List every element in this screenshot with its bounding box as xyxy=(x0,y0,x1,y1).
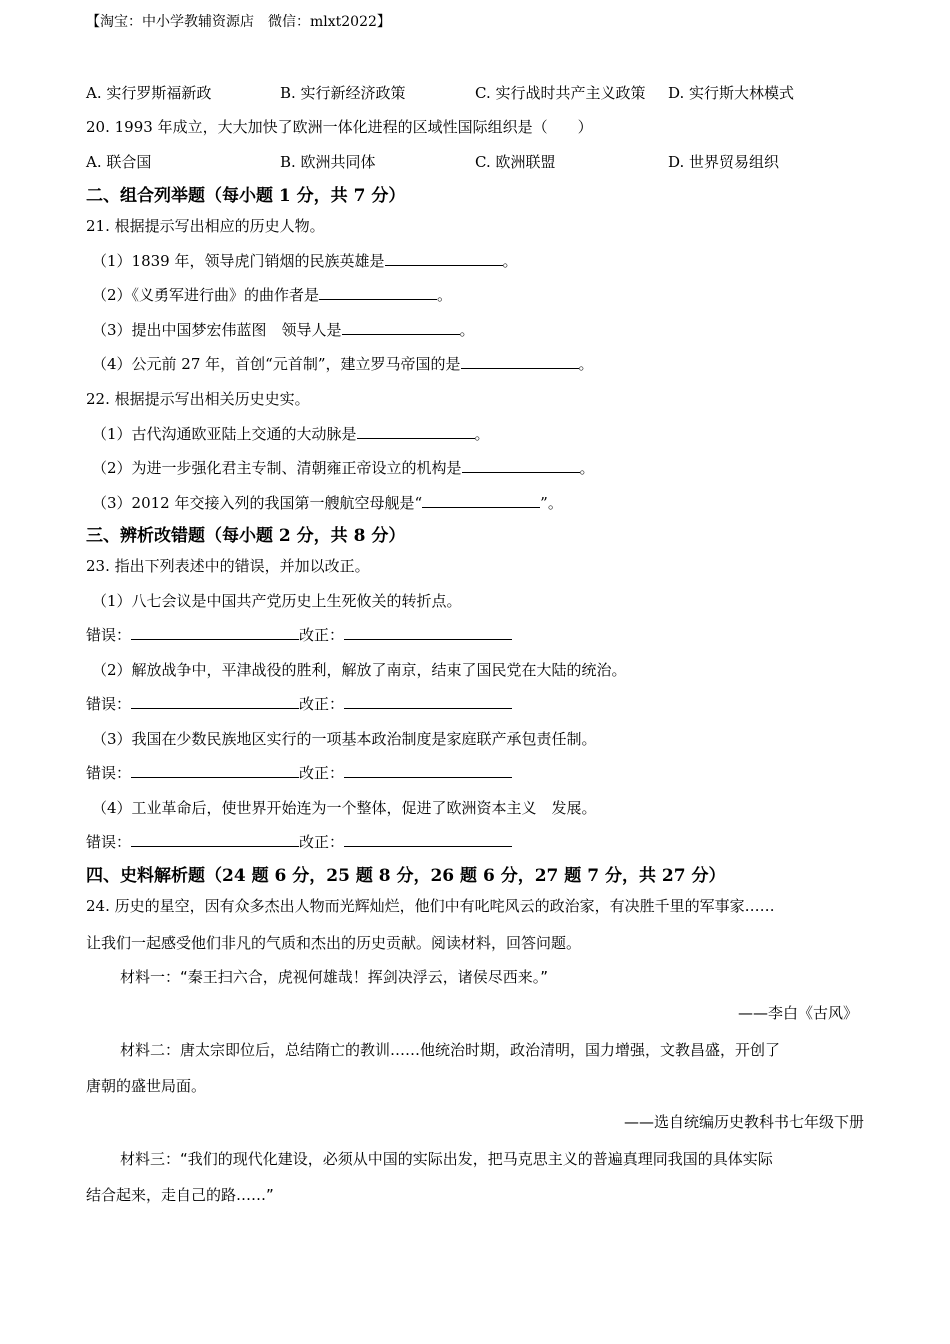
q23-item-1: （1）八七会议是中国共产党历史上生死攸关的转折点。 xyxy=(92,592,462,610)
q21-stem: 21. 根据提示写出相应的历史人物。 xyxy=(86,217,325,235)
answer-blank[interactable] xyxy=(357,424,475,439)
q19-option-c: C. 实行战时共产主义政策 xyxy=(475,84,646,102)
q22-item-1-text: （1）古代沟通欧亚陆上交通的大动脉是 xyxy=(92,425,357,443)
material-1-source: ——李白《古风》 xyxy=(737,1004,858,1022)
section3-title: 三、辨析改错题（每小题 2 分，共 8 分） xyxy=(86,526,406,546)
error-label: 错误： xyxy=(86,764,132,782)
q22-item-2 xyxy=(92,458,595,478)
q21-item-3 xyxy=(92,320,475,340)
fix-blank[interactable] xyxy=(344,694,512,709)
material-3-line1: 材料三：“我们的现代化建设，必须从中国的实际出发，把马克思主义的普遍真理同我国的具体实际 xyxy=(120,1150,773,1168)
q21-item-4-end: 。 xyxy=(578,355,594,373)
q21-item-1-end: 。 xyxy=(502,252,518,270)
q22-item-2-text: （2）为进一步强化君主专制、清朝雍正帝设立的机构是 xyxy=(92,459,462,477)
q21-item-2-text: （2）《义勇军进行曲》的曲作者是 xyxy=(92,286,320,304)
answer-blank[interactable] xyxy=(319,285,437,300)
q22-item-2-end: 。 xyxy=(579,459,595,477)
q21-item-2-end: 。 xyxy=(437,286,453,304)
q23-item-4: （4）工业革命后，使世界开始连为一个整体，促进了欧洲资本主义 发展。 xyxy=(92,799,597,817)
error-blank[interactable] xyxy=(131,832,299,847)
q23-answer-row-1 xyxy=(86,625,512,645)
q23-answer-row-3 xyxy=(86,763,512,783)
q21-item-4-text: （4）公元前 27 年，首创“元首制”，建立罗马帝国的是 xyxy=(92,355,461,373)
q22-item-1 xyxy=(92,424,490,444)
q20-option-b: B. 欧洲共同体 xyxy=(280,153,376,171)
fix-label: 改正： xyxy=(299,764,345,782)
q21-item-1-text: （1）1839 年，领导虎门销烟的民族英雄是 xyxy=(92,252,385,270)
answer-blank[interactable] xyxy=(385,251,503,266)
q23-item-3: （3）我国在少数民族地区实行的一项基本政治制度是家庭联产承包责任制。 xyxy=(92,730,597,748)
error-label: 错误： xyxy=(86,626,132,644)
material-2-source: ——选自统编历史教科书七年级下册 xyxy=(623,1113,864,1131)
answer-blank[interactable] xyxy=(461,354,579,369)
q23-answer-row-4 xyxy=(86,832,512,852)
q20-stem: 20. 1993 年成立，大大加快了欧洲一体化进程的区域性国际组织是（ ） xyxy=(86,118,593,136)
answer-blank[interactable] xyxy=(462,458,580,473)
fix-blank[interactable] xyxy=(344,625,512,640)
q23-answer-row-2 xyxy=(86,694,512,714)
fix-blank[interactable] xyxy=(344,832,512,847)
q20-option-a: A. 联合国 xyxy=(86,153,152,171)
q24-stem-line1: 24. 历史的星空，因有众多杰出人物而光辉灿烂，他们中有叱咤风云的政治家，有决胜千里的军事家…… xyxy=(86,897,775,915)
q22-item-3-end: ”。 xyxy=(540,494,563,512)
q22-item-1-end: 。 xyxy=(474,425,490,443)
error-blank[interactable] xyxy=(131,625,299,640)
material-2-line2: 唐朝的盛世局面。 xyxy=(86,1077,207,1095)
material-2-line1: 材料二：唐太宗即位后，总结隋亡的教训……他统治时期，政治清明，国力增强，文教昌盛，开创了 xyxy=(120,1041,781,1059)
q23-item-2: （2）解放战争中，平津战役的胜利，解放了南京，结束了国民党在大陆的统治。 xyxy=(92,661,627,679)
material-3-line2: 结合起来，走自己的路……” xyxy=(86,1186,274,1204)
section2-title: 二、组合列举题（每小题 1 分，共 7 分） xyxy=(86,186,406,206)
q21-item-4 xyxy=(92,354,594,374)
q19-option-d: D. 实行斯大林模式 xyxy=(668,84,795,102)
answer-blank[interactable] xyxy=(342,320,460,335)
fix-label: 改正： xyxy=(299,626,345,644)
material-1: 材料一：“秦王扫六合，虎视何雄哉！挥剑决浮云，诸侯尽西来。” xyxy=(120,968,549,986)
page-header: 【淘宝：中小学教辅资源店 微信：mlxt2022】 xyxy=(86,14,391,30)
error-blank[interactable] xyxy=(131,763,299,778)
q19-option-b: B. 实行新经济政策 xyxy=(280,84,406,102)
q20-option-c: C. 欧洲联盟 xyxy=(475,153,556,171)
q22-item-3-text: （3）2012 年交接入列的我国第一艘航空母舰是“ xyxy=(92,494,423,512)
q19-option-a: A. 实行罗斯福新政 xyxy=(86,84,212,102)
fix-label: 改正： xyxy=(299,695,345,713)
q23-stem: 23. 指出下列表述中的错误，并加以改正。 xyxy=(86,557,370,575)
error-label: 错误： xyxy=(86,695,132,713)
error-label: 错误： xyxy=(86,833,132,851)
fix-label: 改正： xyxy=(299,833,345,851)
fix-blank[interactable] xyxy=(344,763,512,778)
q24-stem-line2: 让我们一起感受他们非凡的气质和杰出的历史贡献。阅读材料，回答问题。 xyxy=(86,934,582,952)
answer-blank[interactable] xyxy=(422,493,540,508)
q22-stem: 22. 根据提示写出相关历史史实。 xyxy=(86,390,310,408)
q21-item-3-text: （3）提出中国梦宏伟蓝图 领导人是 xyxy=(92,321,342,339)
q22-item-3 xyxy=(92,493,563,513)
q21-item-1 xyxy=(92,251,518,271)
q20-option-d: D. 世界贸易组织 xyxy=(668,153,780,171)
q21-item-3-end: 。 xyxy=(459,321,475,339)
section4-title: 四、史料解析题（24 题 6 分，25 题 8 分，26 题 6 分，27 题 7 分，共 27 分） xyxy=(86,866,726,886)
q21-item-2 xyxy=(92,285,452,305)
error-blank[interactable] xyxy=(131,694,299,709)
